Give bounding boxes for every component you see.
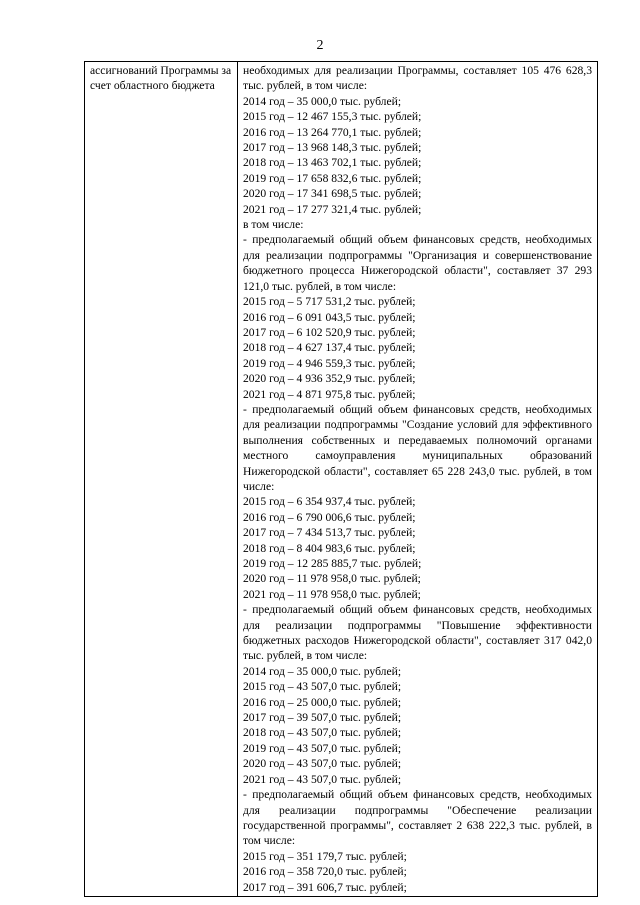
intro-paragraph: необходимых для реализации Программы, составляет 105 476 628,3 тыс. рублей, в том числе: xyxy=(243,64,592,93)
subprogram-3-paragraph: - предполагаемый общий объем финансовых средств, необходимых для реализации подпрограммы "Повышение эффективности бюджетных расходов Нижегородской области", составляет 317 042,0 тыс. рублей, в том числе: xyxy=(243,603,592,663)
subprogram-1-paragraph: - предполагаемый общий объем финансовых средств, необходимых для реализации подпрограммы "Организация и совершенствование бюджетного процесса Нижегородской области", составляет 37 293 121,0 тыс. рублей, в том числе: xyxy=(243,233,592,293)
intro-year-line: 2018 год – 13 463 702,1 тыс. рублей; xyxy=(243,156,422,170)
intro-year-line: 2017 год – 13 968 148,3 тыс. рублей; xyxy=(243,141,422,155)
left-cell-text: ассигнований Программы за счет областного бюджета xyxy=(90,64,232,93)
intro-year-line: 2014 год – 35 000,0 тыс. рублей; xyxy=(243,94,402,108)
subprogram-1-year-line: 2021 год – 4 871 975,8 тыс. рублей; xyxy=(243,387,416,401)
subprogram-2-year-line: 2018 год – 8 404 983,6 тыс. рублей; xyxy=(243,541,416,555)
subprogram-2-paragraph: - предполагаемый общий объем финансовых средств, необходимых для реализации подпрограммы "Создание условий для эффективного выполнения собственных и передаваемых полномочий органами местного самоуправления муниципальных образований Нижегородской области", составляет 65 228 243,0 тыс. рублей, в том числе: xyxy=(243,402,592,493)
right-cell xyxy=(238,62,598,897)
left-cell xyxy=(85,62,238,897)
intro-in-that: в том числе: xyxy=(243,218,304,232)
subprogram-3-year-line: 2017 год – 39 507,0 тыс. рублей; xyxy=(243,711,402,725)
subprogram-2-year-line: 2017 год – 7 434 513,7 тыс. рублей; xyxy=(243,526,416,540)
subprogram-3-year-line: 2021 год – 43 507,0 тыс. рублей; xyxy=(243,772,402,786)
subprogram-2-year-line: 2019 год – 12 285 885,7 тыс. рублей; xyxy=(243,557,422,570)
intro-year-line: 2021 год – 17 277 321,4 тыс. рублей; xyxy=(243,202,422,216)
intro-year-line: 2020 год – 17 341 698,5 тыс. рублей; xyxy=(243,187,422,201)
funding-table xyxy=(84,61,598,897)
subprogram-2-year-line: 2020 год – 11 978 958,0 тыс. рублей; xyxy=(243,572,421,586)
subprogram-3-year-line: 2014 год – 35 000,0 тыс. рублей; xyxy=(243,664,402,678)
intro-year-line: 2016 год – 13 264 770,1 тыс. рублей; xyxy=(243,125,422,139)
subprogram-3-year-line: 2018 год – 43 507,0 тыс. рублей; xyxy=(243,726,402,740)
subprogram-2-year-line: 2021 год – 11 978 958,0 тыс. рублей; xyxy=(243,587,421,601)
subprogram-4-year-line: 2016 год – 358 720,0 тыс. рублей; xyxy=(243,865,407,879)
page-number: 2 xyxy=(316,38,324,53)
subprogram-3-year-line: 2019 год – 43 507,0 тыс. рублей; xyxy=(243,741,402,755)
subprogram-2-year-line: 2015 год – 6 354 937,4 тыс. рублей; xyxy=(243,495,416,509)
subprogram-4-year-line: 2015 год – 351 179,7 тыс. рублей; xyxy=(243,849,407,863)
subprogram-4-paragraph: - предполагаемый общий объем финансовых средств, необходимых для реализации подпрограммы "Обеспечение реализации государственной программы", составляет 2 638 222,3 тыс. рублей, в том числе: xyxy=(243,788,592,848)
subprogram-3-year-line: 2020 год – 43 507,0 тыс. рублей; xyxy=(243,757,402,771)
subprogram-1-year-line: 2019 год – 4 946 559,3 тыс. рублей; xyxy=(243,356,416,370)
table-row xyxy=(85,62,598,897)
subprogram-3-year-line: 2015 год – 43 507,0 тыс. рублей; xyxy=(243,680,402,694)
subprogram-4-year-line: 2017 год – 391 606,7 тыс. рублей; xyxy=(243,880,407,894)
subprogram-2-year-line: 2016 год – 6 790 006,6 тыс. рублей; xyxy=(243,510,416,524)
subprogram-1-year-line: 2015 год – 5 717 531,2 тыс. рублей; xyxy=(243,295,416,309)
subprogram-1-year-line: 2020 год – 4 936 352,9 тыс. рублей; xyxy=(243,372,416,386)
subprogram-1-year-line: 2016 год – 6 091 043,5 тыс. рублей; xyxy=(243,310,416,324)
subprogram-1-year-line: 2018 год – 4 627 137,4 тыс. рублей; xyxy=(243,341,416,355)
intro-year-line: 2019 год – 17 658 832,6 тыс. рублей; xyxy=(243,171,422,185)
subprogram-3-year-line: 2016 год – 25 000,0 тыс. рублей; xyxy=(243,695,402,709)
subprogram-1-year-line: 2017 год – 6 102 520,9 тыс. рублей; xyxy=(243,325,416,339)
intro-year-line: 2015 год – 12 467 155,3 тыс. рублей; xyxy=(243,110,422,124)
